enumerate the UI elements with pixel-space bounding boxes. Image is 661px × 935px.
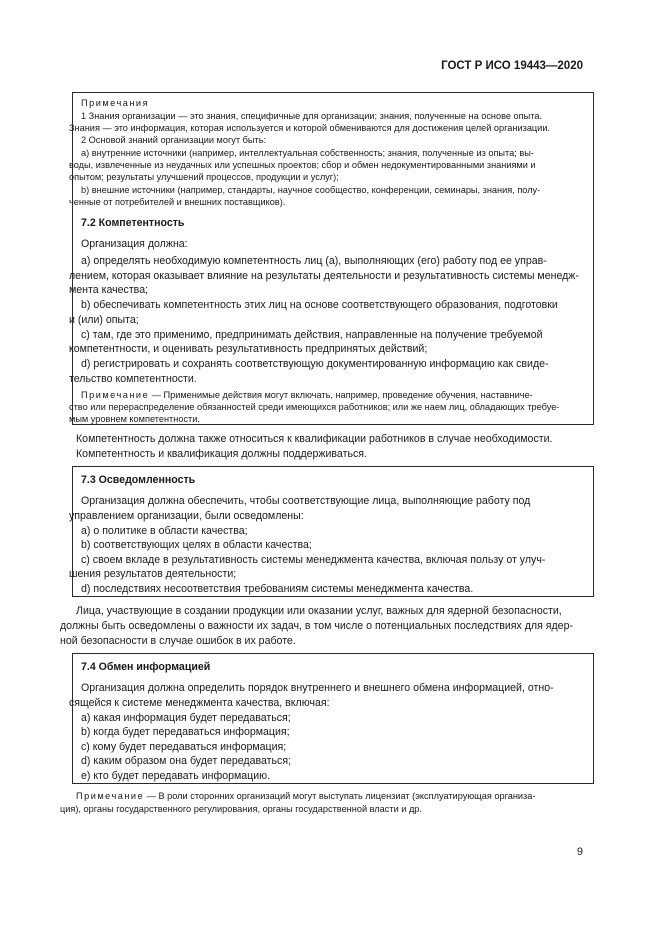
notes-title: Примечания bbox=[81, 98, 150, 108]
note-line bbox=[81, 390, 533, 400]
footer-note-line bbox=[76, 791, 535, 801]
paragraph-line: шения результатов деятельности; bbox=[69, 568, 237, 580]
section-box-knowledge-competence bbox=[69, 92, 594, 425]
paragraph-line: Лица, участвующие в создании продукции или оказании услуг, важных для ядерной безопасности, bbox=[76, 605, 562, 617]
note-line: b) внешние источники (например, стандарты, научное сообщество, конференции, семинары, знания, полу- bbox=[81, 185, 541, 195]
paragraph-line: Организация должна: bbox=[81, 238, 188, 250]
note-line: 1 Знания организации — это знания, специфичные для организации; знания, полученные на основе опыта. bbox=[81, 111, 543, 121]
paragraph-line: a) о политике в области качества; bbox=[81, 525, 248, 537]
document-id: ГОСТ Р ИСО 19443—2020 bbox=[441, 60, 583, 72]
footer-note-label: Примечание bbox=[76, 791, 145, 801]
footer-note-text: — В роли сторонних организаций могут выступать лицензиат (эксплуатирующая организа- bbox=[144, 791, 536, 801]
note-label: Примечание bbox=[81, 390, 150, 400]
paragraph-line: сящейся к системе менеджмента качества, включая: bbox=[69, 697, 330, 709]
paragraph-line: Компетентность должна также относиться к квалификации работников в случае необходимости. bbox=[76, 433, 553, 445]
paragraph-line: должны быть осведомлены о важности их задач, в том числе о потенциальных последствиях для ядер- bbox=[60, 620, 573, 632]
paragraph-line: d) регистрировать и сохранять соответствующую документированную информацию как свиде- bbox=[81, 358, 549, 370]
section-title-7-4: 7.4 Обмен информацией bbox=[81, 661, 211, 673]
note-line: воды, извлеченные из неудачных или успешных проектов; сбор и обмен недокументированными знаниями и bbox=[69, 160, 536, 170]
paragraph-line: ной безопасности в случае ошибок в их работе. bbox=[60, 635, 296, 647]
note-line: мым уровнем компетентности. bbox=[69, 414, 200, 424]
paragraph-line: d) последствиях несоответствия требованиям системы менеджмента качества. bbox=[81, 583, 474, 595]
note-text: — Применимые действия могут включать, например, проведение обучения, наставниче- bbox=[149, 390, 533, 400]
paragraph-line: a) какая информация будет передаваться; bbox=[81, 712, 291, 724]
paragraph-line: лением, которая оказывает влияние на результаты деятельности и результативность системы менедж- bbox=[69, 270, 579, 282]
paragraph-line: управлением организации, были осведомлены: bbox=[69, 510, 304, 522]
paragraph-line: b) когда будет передаваться информация; bbox=[81, 726, 290, 738]
paragraph-line: и (или) опыта; bbox=[69, 314, 139, 326]
paragraph-line: Организация должна определить порядок внутреннего и внешнего обмена информацией, отно- bbox=[81, 682, 554, 694]
section-title-7-2: 7.2 Компетентность bbox=[81, 217, 185, 229]
paragraph-line: b) обеспечивать компетентность этих лиц на основе соответствующего образования, подготовки bbox=[81, 299, 558, 311]
paragraph-line: тельство компетентности. bbox=[69, 373, 197, 385]
paragraph-line: c) там, где это применимо, предпринимать действия, направленные на получение требуемой bbox=[81, 329, 543, 341]
note-line: опытом; результаты улучшений процессов, продукции и услуг); bbox=[69, 172, 339, 182]
note-line: a) внутренние источники (например, интеллектуальная собственность; знания, полученные из опыта; вы- bbox=[81, 148, 534, 158]
section-box-awareness bbox=[69, 466, 594, 597]
paragraph-line: d) каким образом она будет передаваться; bbox=[81, 755, 292, 767]
paragraph-line: c) своем вкладе в результативность системы менеджмента качества, включая пользу от улуч- bbox=[81, 554, 546, 566]
note-line: ство или перераспределение обязанностей среди имеющихся работников; или же наем лиц, обладающих требуе- bbox=[69, 402, 560, 412]
paragraph-line: компетентности, и оценивать результативность предпринятых действий; bbox=[69, 343, 428, 355]
paragraph-line: e) кто будет передавать информацию. bbox=[81, 770, 271, 782]
note-line: ченные от потребителей и внешних поставщиков). bbox=[69, 197, 286, 207]
paragraph-line: b) соответствующих целях в области качества; bbox=[81, 539, 312, 551]
section-box-communication bbox=[69, 653, 594, 784]
page-number: 9 bbox=[576, 846, 583, 858]
paragraph-line: c) кому будет передаваться информация; bbox=[81, 741, 287, 753]
paragraph-line: Компетентность и квалификация должны поддерживаться. bbox=[76, 448, 367, 460]
footer-note-line: ция), органы государственного регулирования, органы государственной власти и др. bbox=[60, 804, 422, 814]
paragraph-line: а) определять необходимую компетентность лиц (а), выполняющих (его) работу под ее управ- bbox=[81, 255, 547, 267]
paragraph-line: Организация должна обеспечить, чтобы соответствующие лица, выполняющие работу под bbox=[81, 495, 531, 507]
note-line: Знания — это информация, которая используется и которой обмениваются для достижения целей организации. bbox=[69, 123, 551, 133]
section-title-7-3: 7.3 Осведомленность bbox=[81, 474, 196, 486]
paragraph-line: мента качества; bbox=[69, 284, 149, 296]
note-line: 2 Основой знаний организации могут быть: bbox=[81, 135, 267, 145]
